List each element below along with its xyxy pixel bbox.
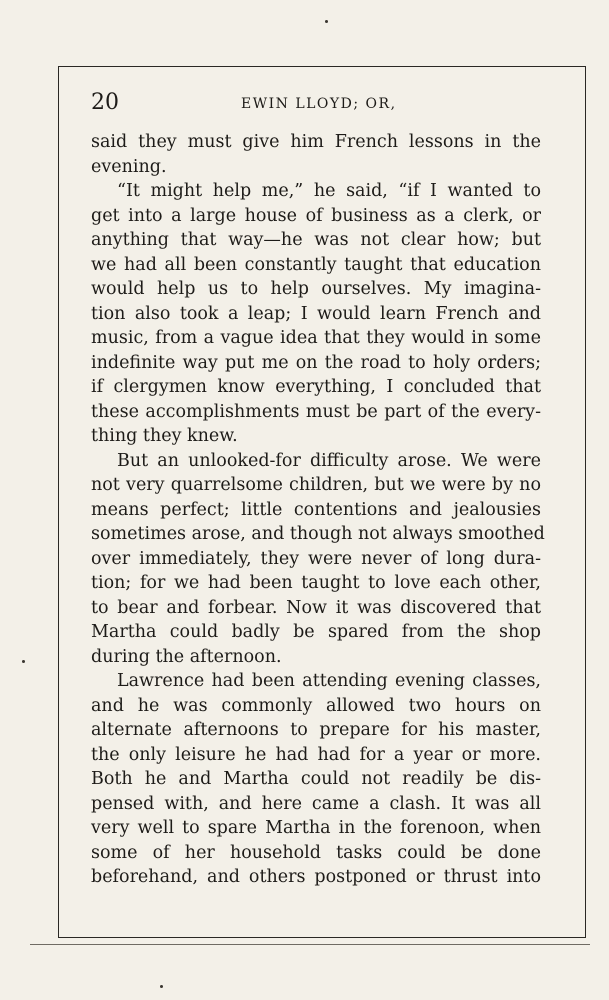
text-line: some of her household tasks could be done [91, 842, 541, 863]
paragraph [91, 669, 541, 890]
paragraph [91, 449, 545, 670]
text-line: means perfect; little contentions and jealousies [91, 499, 541, 520]
text-line: anything that way—he was not clear how; but [91, 230, 541, 250]
text-line: not very quarrelsome children, but we were by no [91, 475, 541, 495]
running-title: EWIN LLOYD; OR, [241, 96, 397, 112]
text-line: during the afternoon. [91, 646, 282, 667]
text-line: Both he and Martha could not readily be dis- [91, 769, 541, 789]
text-line: beforehand, and others postponed or thrust into [91, 867, 541, 887]
text-line: to bear and forbear. Now it was discovered that [91, 597, 541, 618]
page-header [91, 90, 541, 116]
ink-speck [325, 20, 328, 23]
text-line: Lawrence had been attending evening classes, [117, 671, 541, 691]
text-line: alternate afternoons to prepare for his master, [91, 720, 541, 740]
text-line: if clergymen know everything, I concluded that [91, 377, 541, 397]
ink-speck [160, 985, 163, 988]
text-line: the only leisure he had had for a year or more. [91, 744, 541, 765]
text-line: these accomplishments must be part of the every- [91, 401, 541, 422]
text-line: sometimes arose, and though not always smoothed [91, 524, 545, 544]
text-line: evening. [91, 156, 167, 177]
paragraph [91, 130, 541, 179]
text-line: tion; for we had been taught to love each other, [91, 573, 541, 593]
text-line: pensed with, and here came a clash. It was all [91, 793, 541, 814]
text-line: get into a large house of business as a clerk, or [91, 205, 541, 226]
paragraph [91, 179, 541, 449]
text-line: music, from a vague idea that they would in some [91, 328, 541, 348]
ink-speck [22, 660, 25, 663]
text-line: tion also took a leap; I would learn French and [91, 303, 541, 324]
text-line: and he was commonly allowed two hours on [91, 695, 541, 716]
text-line: over immediately, they were never of long dura- [91, 548, 541, 569]
text-line: very well to spare Martha in the forenoon, when [91, 818, 541, 838]
text-line: indefinite way put me on the road to holy orders; [91, 352, 541, 373]
text-line: But an unlooked-for difficulty arose. We were [117, 450, 541, 471]
body-text [91, 130, 545, 890]
text-line: we had all been constantly taught that education [91, 254, 541, 275]
text-line: Martha could badly be spared from the shop [91, 622, 541, 642]
text-line: said they must give him French lessons in the [91, 132, 541, 152]
text-line: thing they knew. [91, 426, 238, 446]
text-line: would help us to help ourselves. My imagina- [91, 279, 541, 299]
text-line: “It might help me,” he said, “if I wanted to [117, 181, 541, 201]
page-number: 20 [91, 90, 119, 115]
bottom-rule [30, 944, 590, 945]
